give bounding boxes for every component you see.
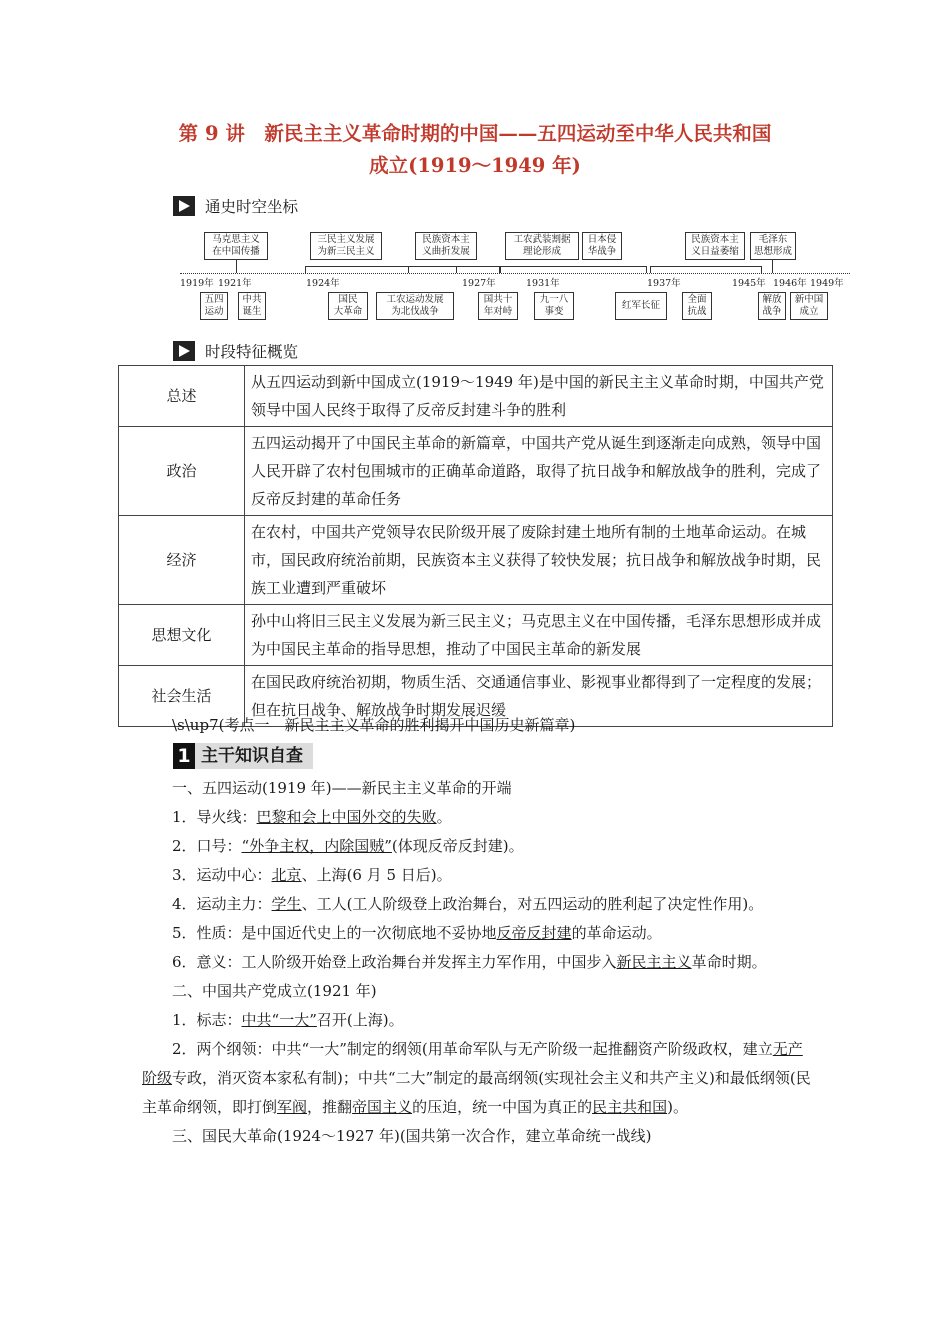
- list-item: 2．口号：“外争主权，内除国贼”(体现反帝反封建)。: [172, 837, 524, 855]
- timeline-year: 1927年: [462, 275, 496, 289]
- timeline-bottom-event: 五四 运动: [200, 292, 228, 320]
- timeline-top-event: 民族资本主 义日益萎缩: [685, 232, 745, 260]
- row-key: 经济: [119, 516, 245, 605]
- row-key: 总述: [119, 366, 245, 427]
- list-item: 1．导火线：巴黎和会上中国外交的失败。: [172, 808, 452, 826]
- play-icon: [173, 341, 195, 361]
- content-body: [142, 774, 812, 1151]
- knowledge-number: 1: [173, 743, 195, 769]
- list-item: 1．标志：中共“一大”召开(上海)。: [172, 1011, 404, 1029]
- timeline-bottom-event: 国民 大革命: [328, 292, 368, 320]
- table-row: [119, 366, 833, 427]
- row-key: 社会生活: [119, 666, 245, 727]
- timeline-section-head: [173, 195, 298, 217]
- section-title: 三、国民大革命(1924～1927 年)(国共第一次合作，建立革命统一战线): [172, 1127, 652, 1145]
- kaodian-heading: \s\up7(考点一 新民主主义革命的胜利揭开中国历史新篇章): [172, 716, 576, 734]
- knowledge-label: 主干知识自查: [195, 743, 313, 769]
- list-item: 3．运动中心：北京、上海(6 月 5 日后)。: [172, 866, 452, 884]
- timeline-year: 1924年: [306, 275, 340, 289]
- timeline-year: 1921年: [218, 275, 252, 289]
- knowledge-badge: [173, 743, 313, 769]
- timeline-year: 1919年: [180, 275, 214, 289]
- page-title-line1: 第 9 讲 新民主主义革命时期的中国——五四运动至中华人民共和国: [178, 122, 772, 145]
- overview-section-head: [173, 340, 298, 362]
- timeline-bottom-event: 国共十 年对峙: [478, 292, 518, 320]
- row-value: 孙中山将旧三民主义发展为新三民主义；马克思主义在中国传播，毛泽东思想形成并成为中国民主革命的指导思想，推动了中国民主革命的新发展: [245, 605, 833, 666]
- list-item: 2．两个纲领：中共“一大”制定的纲领(用革命军队与无产阶级一起推翻资产阶级政权，建立无产阶级专政，消灭资本家私有制)；中共“二大”制定的最高纲领(实现社会主义和共产主义)和最低纲领(民主革命纲领，即打倒军阀，推翻帝国主义的压迫，统一中国为真正的民主共和国)。: [142, 1040, 811, 1116]
- timeline-year: 1937年: [647, 275, 681, 289]
- overview-section-title: 时段特征概览: [205, 343, 299, 361]
- timeline-year: 1931年: [526, 275, 560, 289]
- timeline-bottom-event: 工农运动发展 为北伐战争: [376, 292, 454, 320]
- table-row: [119, 427, 833, 516]
- timeline-top-event: 工农武装割据 理论形成: [505, 232, 579, 260]
- timeline-year: 1945年: [732, 275, 766, 289]
- overview-table: [118, 365, 833, 727]
- table-row: [119, 516, 833, 605]
- play-icon: [173, 196, 195, 216]
- list-item: 4．运动主力：学生、工人(工人阶级登上政治舞台，对五四运动的胜利起了决定性作用)。: [172, 895, 764, 913]
- list-item: 5．性质：是中国近代史上的一次彻底地不妥协地反帝反封建的革命运动。: [172, 924, 662, 942]
- timeline: [170, 226, 850, 326]
- page-title-line2: 成立(1919～1949 年): [369, 154, 581, 177]
- row-value: 在国民政府统治初期，物质生活、交通通信事业、影视事业都得到了一定程度的发展；但在抗日战争、解放战争时期发展迟缓: [245, 666, 833, 727]
- row-value: 从五四运动到新中国成立(1919～1949 年)是中国的新民主主义革命时期，中国共产党领导中国人民终于取得了反帝反封建斗争的胜利: [245, 366, 833, 427]
- list-item: 6．意义：工人阶级开始登上政治舞台并发挥主力军作用，中国步入新民主主义革命时期。: [172, 953, 767, 971]
- table-row: [119, 605, 833, 666]
- timeline-section-title: 通史时空坐标: [205, 198, 299, 216]
- timeline-top-event: 毛泽东 思想形成: [750, 232, 796, 260]
- timeline-top-event: 马克思主义 在中国传播: [204, 232, 268, 260]
- timeline-bottom-event: 全面 抗战: [682, 292, 712, 320]
- row-value: 五四运动揭开了中国民主革命的新篇章，中国共产党从诞生到逐渐走向成熟，领导中国人民开辟了农村包围城市的正确革命道路，取得了抗日战争和解放战争的胜利，完成了反帝反封建的革命任务: [245, 427, 833, 516]
- row-key: 思想文化: [119, 605, 245, 666]
- timeline-year: 1946年: [773, 275, 807, 289]
- timeline-top-event: 民族资本主 义曲折发展: [415, 232, 477, 260]
- timeline-bottom-event: 中共 诞生: [238, 292, 266, 320]
- timeline-bottom-event: 九一八 事变: [534, 292, 574, 320]
- timeline-top-event: 三民主义发展 为新三民主义: [310, 232, 382, 260]
- timeline-top-event: 日本侵 华战争: [582, 232, 622, 260]
- timeline-bottom-event: 新中国 成立: [790, 292, 828, 320]
- timeline-bottom-event: 解放 战争: [758, 292, 786, 320]
- row-value: 在农村，中国共产党领导农民阶级开展了废除封建土地所有制的土地革命运动。在城市，国民政府统治前期，民族资本主义获得了较快发展；抗日战争和解放战争时期，民族工业遭到严重破坏: [245, 516, 833, 605]
- timeline-bottom-event: 红军长征: [615, 292, 667, 320]
- timeline-year: 1949年: [810, 275, 844, 289]
- section-title: 二、中国共产党成立(1921 年): [172, 982, 377, 1000]
- timeline-axis: [180, 273, 850, 274]
- section-title: 一、五四运动(1919 年)——新民主主义革命的开端: [172, 779, 512, 797]
- row-key: 政治: [119, 427, 245, 516]
